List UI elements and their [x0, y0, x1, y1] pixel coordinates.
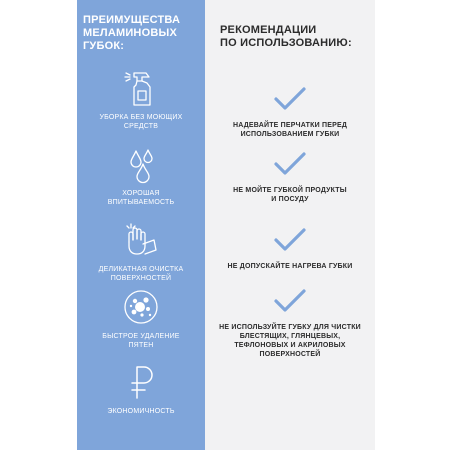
recommendations-panel [205, 0, 375, 450]
advantages-title: ПРЕИМУЩЕСТВА МЕЛАМИНОВЫХ ГУБОК: [83, 14, 181, 52]
recommendation-label: НЕ МОЙТЕ ГУБКОЙ ПРОДУКТЫ И ПОСУДУ [233, 187, 347, 203]
recommendation-item-no-food [205, 151, 375, 204]
advantage-item-absorbency [77, 148, 205, 207]
recommendation-label: НЕ ДОПУСКАЙТЕ НАГРЕВА ГУБКИ [227, 263, 353, 270]
hand-wiping-icon [121, 220, 161, 260]
checkmark-icon [272, 227, 308, 253]
ruble-icon [121, 362, 161, 402]
advantage-item-economy [77, 362, 205, 416]
advantage-item-stain-removal [77, 287, 205, 350]
recommendation-item-gloves [205, 86, 375, 139]
checkmark-icon [272, 288, 308, 314]
advantage-label: ХОРОШАЯ ВПИТЫВАЕМОСТЬ [107, 190, 175, 206]
advantage-item-no-detergents [77, 68, 205, 131]
recommendation-label: НЕ ИСПОЛЬЗУЙТЕ ГУБКУ ДЛЯ ЧИСТКИ БЛЕСТЯЩИХ, ГЛЯНЦЕВЫХ, ТЕФЛОНОВЫХ И АКРИЛОВЫХ ПОВЕРХНОСТЕЙ [219, 324, 361, 358]
advantage-label: УБОРКА БЕЗ МОЮЩИХ СРЕДСТВ [99, 114, 183, 130]
advantage-label: БЫСТРОЕ УДАЛЕНИЕ ПЯТЕН [102, 333, 180, 349]
checkmark-icon [272, 86, 308, 112]
advantage-item-gentle-cleaning [77, 220, 205, 283]
recommendation-item-no-glossy [205, 288, 375, 359]
recommendation-label: НАДЕВАЙТЕ ПЕРЧАТКИ ПЕРЕД ИСПОЛЬЗОВАНИЕМ ГУБКИ [232, 122, 348, 138]
spray-bottle-icon [121, 68, 161, 108]
advantages-panel [77, 0, 205, 450]
advantage-label: ЭКОНОМИЧНОСТЬ [107, 408, 175, 415]
advantage-label: ДЕЛИКАТНАЯ ОЧИСТКА ПОВЕРХНОСТЕЙ [98, 266, 184, 282]
recommendation-item-no-heat [205, 227, 375, 271]
checkmark-icon [272, 151, 308, 177]
water-drops-icon [121, 148, 161, 184]
recommendations-title: РЕКОМЕНДАЦИИ ПО ИСПОЛЬЗОВАНИЮ: [220, 24, 352, 49]
stain-removal-icon [121, 287, 161, 327]
